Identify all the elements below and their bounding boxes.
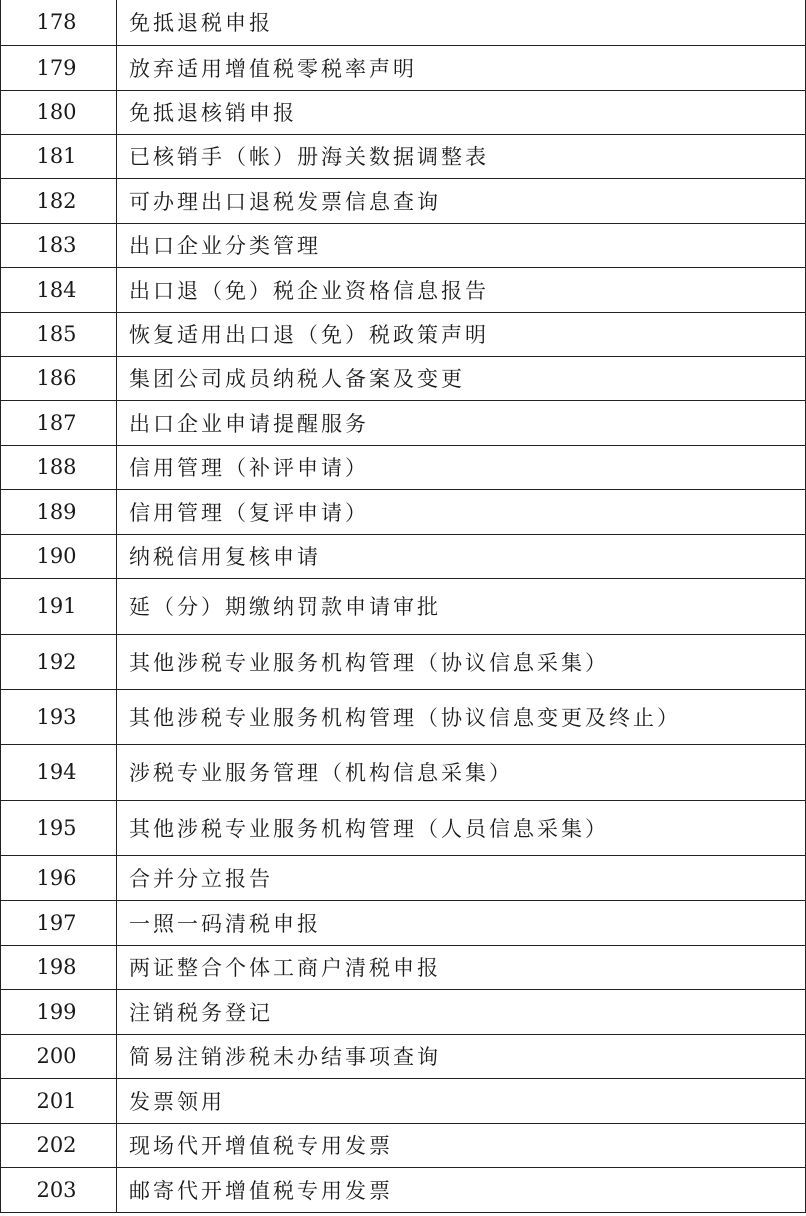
row-item-name: 涉税专业服务管理（机构信息采集） xyxy=(117,744,806,800)
table-row xyxy=(1,267,806,312)
row-number: 182 xyxy=(1,178,117,223)
row-number: 198 xyxy=(1,945,117,989)
row-item-name: 两证整合个体工商户清税申报 xyxy=(117,945,806,989)
row-number: 203 xyxy=(1,1167,117,1212)
table-row xyxy=(1,534,806,578)
row-item-name: 出口退（免）税企业资格信息报告 xyxy=(117,267,806,312)
row-item-name: 其他涉税专业服务机构管理（协议信息变更及终止） xyxy=(117,689,806,744)
table-row xyxy=(1,1034,806,1078)
row-item-name: 信用管理（复评申请） xyxy=(117,489,806,534)
table-row xyxy=(1,945,806,989)
row-item-name: 延（分）期缴纳罚款申请审批 xyxy=(117,578,806,634)
table-row xyxy=(1,445,806,489)
row-item-name: 集团公司成员纳税人备案及变更 xyxy=(117,356,806,400)
row-number: 200 xyxy=(1,1034,117,1078)
row-item-name: 现场代开增值税专用发票 xyxy=(117,1123,806,1167)
row-number: 195 xyxy=(1,800,117,855)
row-number: 186 xyxy=(1,356,117,400)
table-row xyxy=(1,0,806,45)
row-number: 188 xyxy=(1,445,117,489)
row-number: 202 xyxy=(1,1123,117,1167)
table-row xyxy=(1,400,806,445)
row-number: 178 xyxy=(1,0,117,45)
table-row xyxy=(1,855,806,900)
row-item-name: 恢复适用出口退（免）税政策声明 xyxy=(117,312,806,356)
table-row xyxy=(1,744,806,800)
row-number: 197 xyxy=(1,900,117,945)
table-row xyxy=(1,989,806,1034)
table-row xyxy=(1,45,806,90)
table-row xyxy=(1,578,806,634)
row-item-name: 放弃适用增值税零税率声明 xyxy=(117,45,806,90)
table-row xyxy=(1,1167,806,1212)
table-row xyxy=(1,178,806,223)
row-item-name: 其他涉税专业服务机构管理（协议信息采集） xyxy=(117,634,806,689)
table-row xyxy=(1,1123,806,1167)
row-number: 179 xyxy=(1,45,117,90)
row-item-name: 出口企业分类管理 xyxy=(117,223,806,267)
table-row xyxy=(1,223,806,267)
row-number: 196 xyxy=(1,855,117,900)
row-item-name: 注销税务登记 xyxy=(117,989,806,1034)
row-item-name: 简易注销涉税未办结事项查询 xyxy=(117,1034,806,1078)
row-item-name: 出口企业申请提醒服务 xyxy=(117,400,806,445)
table-body xyxy=(1,0,806,1212)
table-row xyxy=(1,90,806,134)
table-row xyxy=(1,134,806,178)
row-item-name: 一照一码清税申报 xyxy=(117,900,806,945)
table-row xyxy=(1,356,806,400)
row-number: 184 xyxy=(1,267,117,312)
row-item-name: 合并分立报告 xyxy=(117,855,806,900)
row-number: 191 xyxy=(1,578,117,634)
row-item-name: 信用管理（补评申请） xyxy=(117,445,806,489)
row-number: 201 xyxy=(1,1078,117,1123)
row-item-name: 邮寄代开增值税专用发票 xyxy=(117,1167,806,1212)
table-row xyxy=(1,900,806,945)
table-row xyxy=(1,689,806,744)
row-item-name: 可办理出口退税发票信息查询 xyxy=(117,178,806,223)
row-number: 180 xyxy=(1,90,117,134)
table-row xyxy=(1,634,806,689)
row-number: 181 xyxy=(1,134,117,178)
row-number: 194 xyxy=(1,744,117,800)
row-number: 192 xyxy=(1,634,117,689)
row-item-name: 免抵退税申报 xyxy=(117,0,806,45)
row-item-name: 其他涉税专业服务机构管理（人员信息采集） xyxy=(117,800,806,855)
row-item-name: 发票领用 xyxy=(117,1078,806,1123)
table-row xyxy=(1,800,806,855)
row-item-name: 纳税信用复核申请 xyxy=(117,534,806,578)
table-row xyxy=(1,1078,806,1123)
row-number: 187 xyxy=(1,400,117,445)
row-number: 199 xyxy=(1,989,117,1034)
table-row xyxy=(1,312,806,356)
row-item-name: 免抵退核销申报 xyxy=(117,90,806,134)
row-number: 193 xyxy=(1,689,117,744)
row-number: 189 xyxy=(1,489,117,534)
row-number: 190 xyxy=(1,534,117,578)
row-number: 185 xyxy=(1,312,117,356)
table-row xyxy=(1,489,806,534)
row-number: 183 xyxy=(1,223,117,267)
row-item-name: 已核销手（帐）册海关数据调整表 xyxy=(117,134,806,178)
